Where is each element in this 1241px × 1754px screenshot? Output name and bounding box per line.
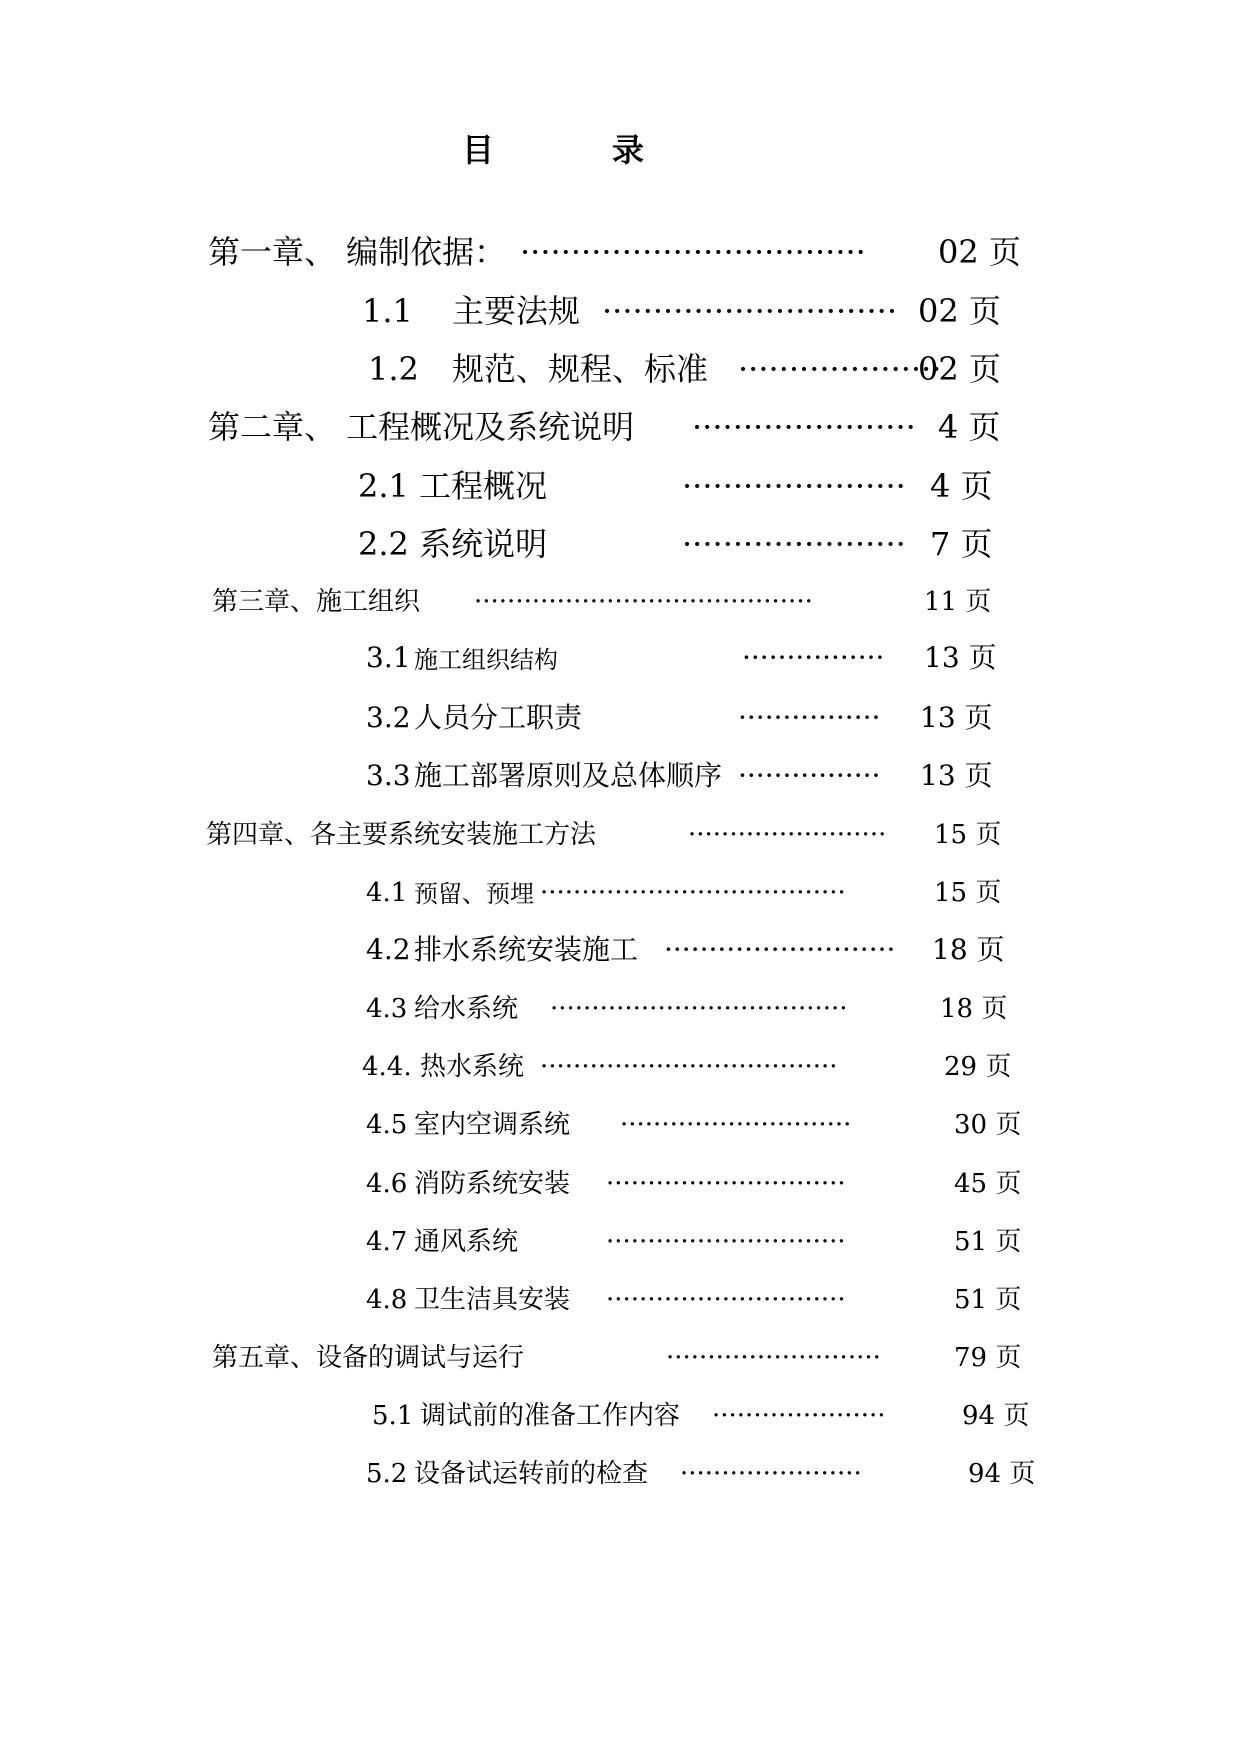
section-number: 4.2 [366, 933, 411, 966]
page-number: 4 页 [930, 467, 993, 505]
toc-entry-2-1 [0, 466, 1241, 506]
section-number: 4.8 [366, 1285, 408, 1315]
entry-label: 第五章、设备的调试与运行 [212, 1343, 525, 1373]
entry-label: 第四章、各主要系统安装施工方法 [206, 820, 597, 850]
entry-label: 消防系统安装 [414, 1169, 571, 1199]
toc-entry-5-1 [0, 1399, 1241, 1433]
section-number: 5.1 [372, 1401, 414, 1431]
toc-entry-3-3 [0, 758, 1241, 794]
page-number: 7 页 [930, 525, 993, 563]
page-number: 13 页 [920, 701, 993, 734]
section-number: 3.2 [366, 701, 411, 734]
leader-dots: ····························· [606, 1227, 846, 1257]
leader-dots: ····················· [712, 1401, 886, 1431]
page-number: 51 页 [954, 1285, 1022, 1315]
entry-label: 调试前的准备工作内容 [420, 1401, 681, 1431]
leader-dots: ·································· [520, 233, 866, 271]
toc-entry-chapter-5 [0, 1341, 1241, 1375]
entry-label: 热水系统 [420, 1052, 525, 1082]
entry-label: 人员分工职责 [414, 701, 583, 734]
entry-label: 预留、预埋 [414, 880, 534, 908]
entry-label: 主要法规 [452, 292, 581, 330]
leader-dots: ·························· [666, 1343, 881, 1373]
page-number: 79 页 [954, 1343, 1022, 1373]
section-number: 5.2 [366, 1459, 408, 1489]
leader-dots: ················ [738, 701, 881, 734]
entry-label: 室内空调系统 [414, 1110, 571, 1140]
entry-label: 施工部署原则及总体顺序 [414, 759, 723, 792]
toc-entry-4-1 [0, 876, 1241, 910]
leader-dots: ················ [742, 641, 885, 674]
toc-entry-1-1 [0, 291, 1241, 331]
toc-entry-1-2 [0, 349, 1241, 389]
page-number: 94 页 [962, 1401, 1030, 1431]
section-number: 4.3 [366, 994, 408, 1024]
toc-entry-4-8 [0, 1283, 1241, 1317]
section-number: 4.1 [366, 878, 408, 908]
toc-entry-4-4 [0, 1050, 1241, 1084]
toc-title-char-1: 目 [462, 131, 495, 169]
leader-dots: ················ [738, 759, 881, 792]
toc-entry-4-2 [0, 932, 1241, 968]
page-number: 4 页 [938, 408, 1001, 446]
page-number: 18 页 [932, 933, 1005, 966]
section-number: 4.6 [366, 1169, 408, 1199]
leader-dots: ·························· [664, 933, 896, 966]
page-number: 02 页 [938, 233, 1021, 271]
toc-title [0, 130, 1241, 180]
toc-entry-4-6 [0, 1167, 1241, 1201]
leader-dots: ···························· [620, 1110, 852, 1140]
toc-entry-2-2 [0, 524, 1241, 564]
page-number: 02 页 [918, 350, 1001, 388]
entry-label: 给水系统 [414, 994, 519, 1024]
leader-dots: ························ [688, 820, 887, 850]
toc-entry-3-1 [0, 640, 1241, 676]
toc-entry-chapter-3 [0, 585, 1241, 619]
toc-entry-chapter-2 [0, 407, 1241, 447]
section-number: 1.2 [368, 350, 419, 388]
toc-entry-3-2 [0, 700, 1241, 736]
leader-dots: ······················ [682, 467, 906, 505]
entry-label: 第一章、 编制依据： [208, 233, 507, 271]
entry-label: 第二章、 工程概况及系统说明 [208, 408, 635, 446]
toc-entry-chapter-4 [0, 818, 1241, 852]
page-number: 51 页 [954, 1227, 1022, 1257]
leader-dots: ···················· [738, 350, 942, 388]
page-number: 13 页 [920, 759, 993, 792]
toc-entry-4-3 [0, 992, 1241, 1026]
section-number: 1.1 [362, 292, 413, 330]
toc-entry-4-7 [0, 1225, 1241, 1259]
page-number: 15 页 [934, 878, 1002, 908]
leader-dots: ····························· [606, 1169, 846, 1199]
leader-dots: ····························· [602, 292, 897, 330]
page-number: 30 页 [954, 1110, 1022, 1140]
leader-dots: ···································· [550, 994, 848, 1024]
entry-label: 卫生洁具安装 [414, 1285, 571, 1315]
leader-dots: ······················ [682, 525, 906, 563]
page-number: 18 页 [940, 994, 1008, 1024]
entry-label: 设备试运转前的检查 [414, 1459, 649, 1489]
leader-dots: ······················ [692, 408, 916, 446]
entry-label: 施工组织结构 [414, 646, 558, 674]
section-number: 3.3 [366, 759, 411, 792]
toc-entry-4-5 [0, 1108, 1241, 1142]
entry-label: 2.1 工程概况 [358, 467, 548, 505]
entry-label: 规范、规程、标准 [452, 350, 709, 388]
section-number: 4.7 [366, 1227, 408, 1257]
toc-title-char-2: 录 [612, 131, 645, 169]
entry-label: 排水系统安装施工 [414, 933, 639, 966]
section-number: 3.1 [366, 641, 411, 674]
page-number: 15 页 [934, 820, 1002, 850]
entry-label: 通风系统 [414, 1227, 519, 1257]
leader-dots: ····························· [606, 1285, 846, 1315]
leader-dots: ········································· [474, 587, 813, 617]
toc-entry-5-2 [0, 1457, 1241, 1491]
page-number: 45 页 [954, 1169, 1022, 1199]
page-number: 29 页 [944, 1052, 1012, 1082]
section-number: 4.4. [362, 1052, 412, 1082]
leader-dots: ······················ [680, 1459, 862, 1489]
page-number: 02 页 [918, 292, 1001, 330]
page-number: 13 页 [924, 641, 997, 674]
toc-entry-chapter-1 [0, 232, 1241, 272]
page-number: 94 页 [968, 1459, 1036, 1489]
entry-label: 第三章、施工组织 [212, 587, 421, 617]
entry-label: 2.2 系统说明 [358, 525, 548, 563]
leader-dots: ···································· [540, 1052, 838, 1082]
section-number: 4.5 [366, 1110, 408, 1140]
leader-dots: ····································· [540, 878, 846, 908]
page-number: 11 页 [924, 587, 992, 617]
